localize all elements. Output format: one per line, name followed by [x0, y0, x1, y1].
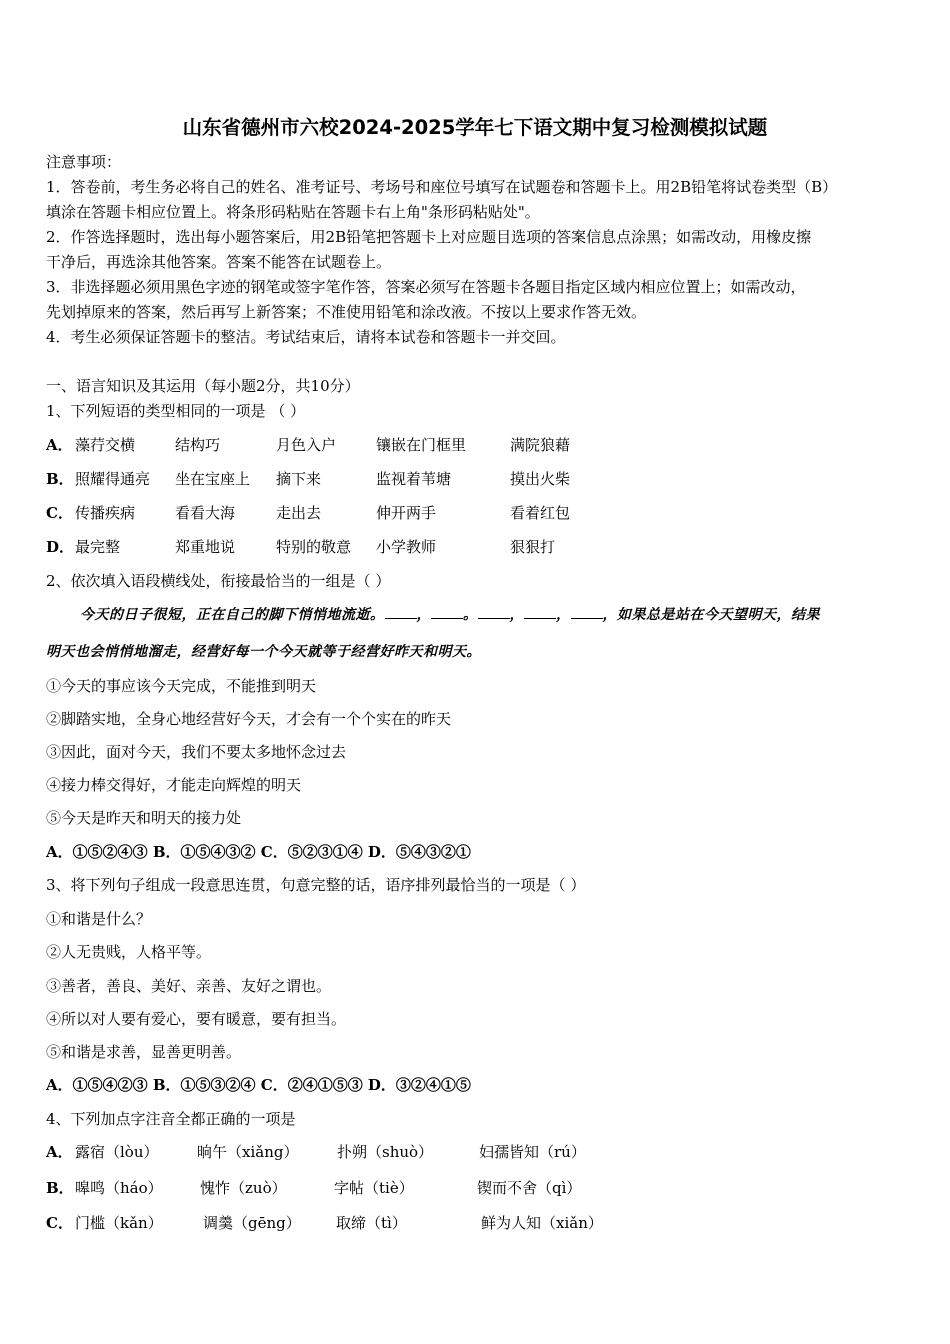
sentence: ①今天的事应该今天完成，不能推到明天 [46, 677, 317, 695]
sentence: ②脚踏实地，全身心地经营好今天，才会有一个个实在的昨天 [46, 710, 452, 728]
passage-line: 今天的日子很短，正在自己的脚下悄悄地流逝。 ， 。 ， ， ，如果总是站在今天望明天，结果 [80, 604, 820, 625]
sentence: ③因此，面对今天，我们不要太多地怀念过去 [46, 743, 347, 761]
notice-line: 4．考生必须保证答题卡的整洁。考试结束后，请将本试卷和答题卡一并交回。 [46, 328, 566, 346]
notice-line: 3．非选择题必须用黑色字迹的钢笔或签字笔作答，答案必须写在答题卡各题目指定区域内相应位置上；如需改动， [46, 278, 806, 296]
phrase: 监视着苇塘 [376, 470, 452, 488]
word-pinyin: 露宿（lòu） [75, 1143, 159, 1161]
phrase: 摘下来 [276, 470, 322, 488]
option-label: C． [46, 1214, 73, 1232]
word-pinyin: 字帖（tiè） [334, 1179, 414, 1197]
notice-line: 2．作答选择题时，选出每小题答案后，用2B铅笔把答题卡上对应题目选项的答案信息点涂黑；如需改动，用橡皮擦 [46, 228, 812, 246]
blank [431, 604, 463, 619]
sentence: ③善者，善良、美好、亲善、友好之谓也。 [46, 977, 332, 995]
phrase: 特别的敬意 [276, 538, 352, 556]
word-pinyin: 扑朔（shuò） [337, 1143, 434, 1161]
phrase: 最完整 [75, 538, 121, 556]
option-label: B． [46, 1179, 74, 1197]
option-label: B． [46, 470, 74, 488]
phrase: 坐在宝座上 [175, 470, 251, 488]
sentence: ④所以对人要有爱心，要有暖意，要有担当。 [46, 1010, 347, 1028]
phrase: 月色入户 [276, 436, 337, 454]
word-pinyin: 调羹（gēng） [203, 1214, 301, 1232]
notice-line: 先划掉原来的答案，然后再写上新答案；不准使用铅笔和涂改液。不按以上要求作答无效。 [46, 303, 647, 321]
section-heading: 一、语言知识及其运用（每小题2分，共10分） [46, 377, 360, 395]
word-pinyin: 嗥鸣（háo） [75, 1179, 163, 1197]
page-title: 山东省德州市六校2024-2025学年七下语文期中复习检测模拟试题 [182, 116, 768, 139]
phrase: 照耀得通亮 [75, 470, 151, 488]
notice-heading: 注意事项： [46, 153, 122, 171]
phrase: 藻荇交横 [75, 436, 136, 454]
sentence: ②人无贵贱，人格平等。 [46, 943, 212, 961]
phrase: 满院狼藉 [510, 436, 571, 454]
passage-end: ，如果总是站在今天望明天，结果 [602, 607, 820, 623]
word-pinyin: 晌午（xiǎng） [197, 1143, 299, 1161]
phrase: 狠狠打 [510, 538, 556, 556]
option-label: A． [46, 436, 73, 454]
option-label: A． [46, 1143, 73, 1161]
phrase: 传播疾病 [75, 504, 136, 522]
sentence: ①和谐是什么？ [46, 910, 152, 928]
phrase: 伸开两手 [376, 504, 437, 522]
word-pinyin: 愧怍（zuò） [200, 1179, 287, 1197]
word-pinyin: 妇孺皆知（rú） [479, 1143, 586, 1161]
notice-line: 干净后，再选涂其他答案。答案不能答在试题卷上。 [46, 253, 392, 271]
passage-start: 今天的日子很短，正在自己的脚下悄悄地流逝。 [80, 607, 385, 623]
question-4-stem: 4、下列加点字注音全都正确的一项是 [46, 1110, 296, 1128]
option-label: C． [46, 504, 73, 522]
question-3-stem: 3、将下列句子组成一段意思连贯，句意完整的话，语序排列最恰当的一项是（ ） [46, 876, 586, 894]
notice-line: 填涂在答题卡相应位置上。将条形码粘贴在答题卡右上角"条形码粘贴处"。 [46, 203, 540, 221]
phrase: 走出去 [276, 504, 322, 522]
phrase: 看看大海 [175, 504, 236, 522]
phrase: 镶嵌在门框里 [376, 436, 467, 454]
blank [478, 604, 510, 619]
option-label: D． [46, 538, 75, 556]
sentence: ④接力棒交得好，才能走向辉煌的明天 [46, 776, 302, 794]
answer-options: A．①⑤②④③ B．①⑤④③② C．⑤②③①④ D．⑤④③②① [46, 843, 471, 861]
passage-line-2: 明天也会悄悄地溜走，经营好每一个今天就等于经营好昨天和明天。 [46, 644, 481, 660]
word-pinyin: 锲而不舍（qì） [477, 1179, 582, 1197]
word-pinyin: 取缔（tì） [336, 1214, 407, 1232]
question-2-stem: 2、依次填入语段横线处，衔接最恰当的一组是（ ） [46, 572, 391, 590]
phrase: 小学教师 [376, 538, 437, 556]
word-pinyin: 鲜为人知（xiǎn） [481, 1214, 603, 1232]
sentence: ⑤今天是昨天和明天的接力处 [46, 809, 242, 827]
phrase: 摸出火柴 [510, 470, 571, 488]
phrase: 郑重地说 [175, 538, 236, 556]
blank [524, 604, 556, 619]
phrase: 结构巧 [175, 436, 221, 454]
question-1-stem: 1、下列短语的类型相同的一项是 （ ） [46, 402, 306, 420]
phrase: 看着红包 [510, 504, 571, 522]
notice-line: 1．答卷前，考生务必将自己的姓名、准考证号、考场号和座位号填写在试题卷和答题卡上。用2B铅笔将试卷类型（B） [46, 178, 838, 196]
blank [571, 604, 603, 619]
answer-options: A．①⑤④②③ B．①⑤③②④ C．②④①⑤③ D．③②④①⑤ [46, 1076, 471, 1094]
word-pinyin: 门槛（kǎn） [75, 1214, 163, 1232]
sentence: ⑤和谐是求善，显善更明善。 [46, 1043, 242, 1061]
blank [385, 604, 417, 619]
